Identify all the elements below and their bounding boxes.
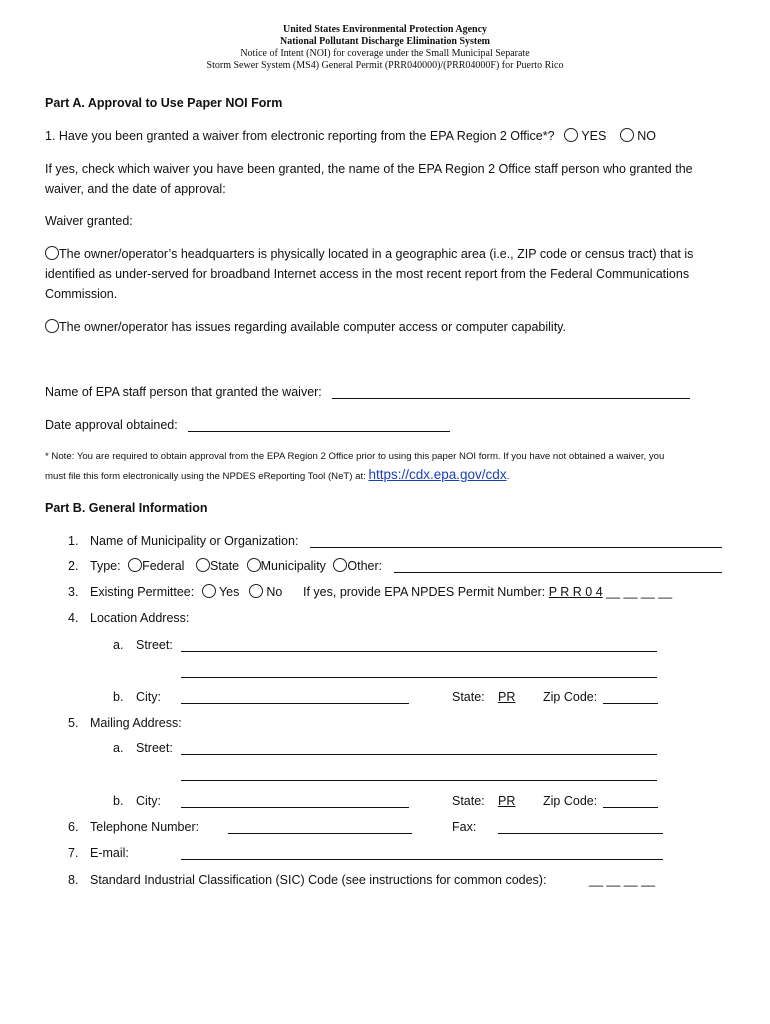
mailing-state-value: PR: [498, 794, 516, 808]
broadband-waiver-radio[interactable]: [45, 246, 59, 260]
location-address-label: Location Address:: [90, 611, 190, 625]
type-row: [90, 558, 382, 574]
sic-code-label: Standard Industrial Classification (SIC) Code (see instructions for common codes):: [90, 873, 547, 887]
mailing-city-label: City:: [136, 794, 161, 808]
question-1-text: 1. Have you been granted a waiver from electronic reporting from the EPA Region 2 Office*?: [45, 129, 555, 143]
mailing-zip-field[interactable]: [603, 807, 658, 808]
location-state-label: State:: [452, 690, 485, 704]
waiver-option-computer: [45, 319, 566, 335]
computer-waiver-radio[interactable]: [45, 319, 59, 333]
permittee-no-radio[interactable]: [249, 584, 263, 598]
header-line-3: Notice of Intent (NOI) for coverage under the Small Municipal Separate: [240, 48, 530, 59]
broadband-option-line-3: Commission.: [45, 287, 118, 301]
cdx-link[interactable]: https://cdx.epa.gov/cdx: [368, 467, 507, 482]
email-label: E-mail:: [90, 846, 129, 860]
existing-permittee-row: [90, 584, 282, 600]
type-federal-label: Federal: [142, 559, 185, 573]
mailing-zip-label: Zip Code:: [543, 794, 598, 808]
permit-number-field[interactable]: __ __ __ __: [606, 585, 673, 599]
item-5-number: 5.: [68, 716, 79, 730]
waiver-yes-label: YES: [581, 129, 607, 143]
broadband-option-text: The owner/operator’s headquarters is physically located in a geographic area (i.e., ZIP code or census tract) that is: [59, 247, 694, 261]
waiver-yes-radio[interactable]: [564, 128, 578, 142]
note-line-2-text: must file this form electronically using the NPDES eReporting Tool (NeT) at:: [45, 471, 366, 482]
item-7-number: 7.: [68, 846, 79, 860]
approval-date-field[interactable]: [188, 431, 450, 432]
agency-name: United States Environmental Protection Agency: [282, 24, 488, 35]
question-1: [45, 128, 656, 144]
part-b-title: Part B. General Information: [45, 501, 208, 515]
type-other-label: Other:: [347, 559, 383, 573]
location-city-letter: b.: [113, 690, 124, 704]
mailing-address-label: Mailing Address:: [90, 716, 182, 730]
location-zip-label: Zip Code:: [543, 690, 598, 704]
type-other-radio[interactable]: [333, 558, 347, 572]
system-name: National Pollutant Discharge Elimination System: [279, 36, 490, 47]
note-line-2: [45, 467, 509, 484]
if-yes-line-2: waiver, and the date of approval:: [45, 182, 226, 196]
location-city-label: City:: [136, 690, 161, 704]
permit-number-row: [303, 584, 672, 600]
permit-number-label: If yes, provide EPA NPDES Permit Number:: [303, 585, 546, 599]
item-2-number: 2.: [68, 559, 79, 573]
item-1-number: 1.: [68, 534, 79, 548]
type-state-radio[interactable]: [196, 558, 210, 572]
existing-permittee-label: Existing Permittee:: [90, 585, 195, 599]
note-period: .: [506, 471, 510, 482]
municipality-name-field[interactable]: [310, 547, 722, 548]
permit-number-prefix: P R R 0 4: [548, 585, 603, 599]
computer-option-text: The owner/operator has issues regarding available computer access or computer capability.: [59, 320, 566, 334]
header-line-4: Storm Sewer System (MS4) General Permit (PRR040000)/(PRR04000F) for Puerto Rico: [206, 60, 564, 71]
mailing-street-letter: a.: [113, 741, 124, 755]
location-city-field[interactable]: [181, 703, 409, 704]
location-zip-field[interactable]: [603, 703, 658, 704]
fax-label: Fax:: [452, 820, 477, 834]
permittee-no-label: No: [266, 585, 283, 599]
location-street-field-2[interactable]: [181, 677, 657, 678]
type-federal-radio[interactable]: [128, 558, 142, 572]
approval-date-label: Date approval obtained:: [45, 418, 178, 432]
staff-name-label: Name of EPA staff person that granted the waiver:: [45, 385, 322, 399]
permittee-yes-label: Yes: [218, 585, 240, 599]
broadband-option-line-2: identified as under-served for broadband Internet access in the most recent report from the Federal Communications: [45, 267, 690, 281]
staff-name-field[interactable]: [332, 398, 690, 399]
mailing-street-field[interactable]: [181, 754, 657, 755]
waiver-no-radio[interactable]: [620, 128, 634, 142]
permittee-yes-radio[interactable]: [202, 584, 216, 598]
item-3-number: 3.: [68, 585, 79, 599]
email-field[interactable]: [181, 859, 663, 860]
location-street-field[interactable]: [181, 651, 657, 652]
waiver-granted-label: Waiver granted:: [45, 214, 133, 228]
location-state-value: PR: [498, 690, 516, 704]
type-municipality-label: Municipality: [260, 559, 326, 573]
type-municipality-radio[interactable]: [247, 558, 261, 572]
mailing-street-field-2[interactable]: [181, 780, 657, 781]
sic-code-field[interactable]: __ __ __ __: [589, 873, 656, 887]
fax-field[interactable]: [498, 833, 663, 834]
item-4-number: 4.: [68, 611, 79, 625]
municipality-name-label: Name of Municipality or Organization:: [90, 534, 299, 548]
location-street-label: Street:: [136, 638, 173, 652]
location-street-letter: a.: [113, 638, 124, 652]
type-state-label: State: [209, 559, 240, 573]
waiver-option-broadband: [45, 246, 693, 262]
telephone-field[interactable]: [228, 833, 412, 834]
type-label: Type:: [90, 559, 121, 573]
if-yes-line-1: If yes, check which waiver you have been granted, the name of the EPA Region 2 Office staff person who granted the: [45, 162, 693, 176]
form-header: [0, 24, 770, 72]
type-other-field[interactable]: [394, 572, 722, 573]
telephone-label: Telephone Number:: [90, 820, 200, 834]
part-a-title: Part A. Approval to Use Paper NOI Form: [45, 96, 283, 110]
waiver-no-label: NO: [637, 129, 657, 143]
mailing-city-letter: b.: [113, 794, 124, 808]
mailing-city-field[interactable]: [181, 807, 409, 808]
item-8-number: 8.: [68, 873, 79, 887]
item-6-number: 6.: [68, 820, 79, 834]
mailing-state-label: State:: [452, 794, 485, 808]
note-line-1: * Note: You are required to obtain approval from the EPA Region 2 Office prior to using this paper NOI form. If you have not obtained a waiver, you: [45, 451, 665, 462]
mailing-street-label: Street:: [136, 741, 173, 755]
